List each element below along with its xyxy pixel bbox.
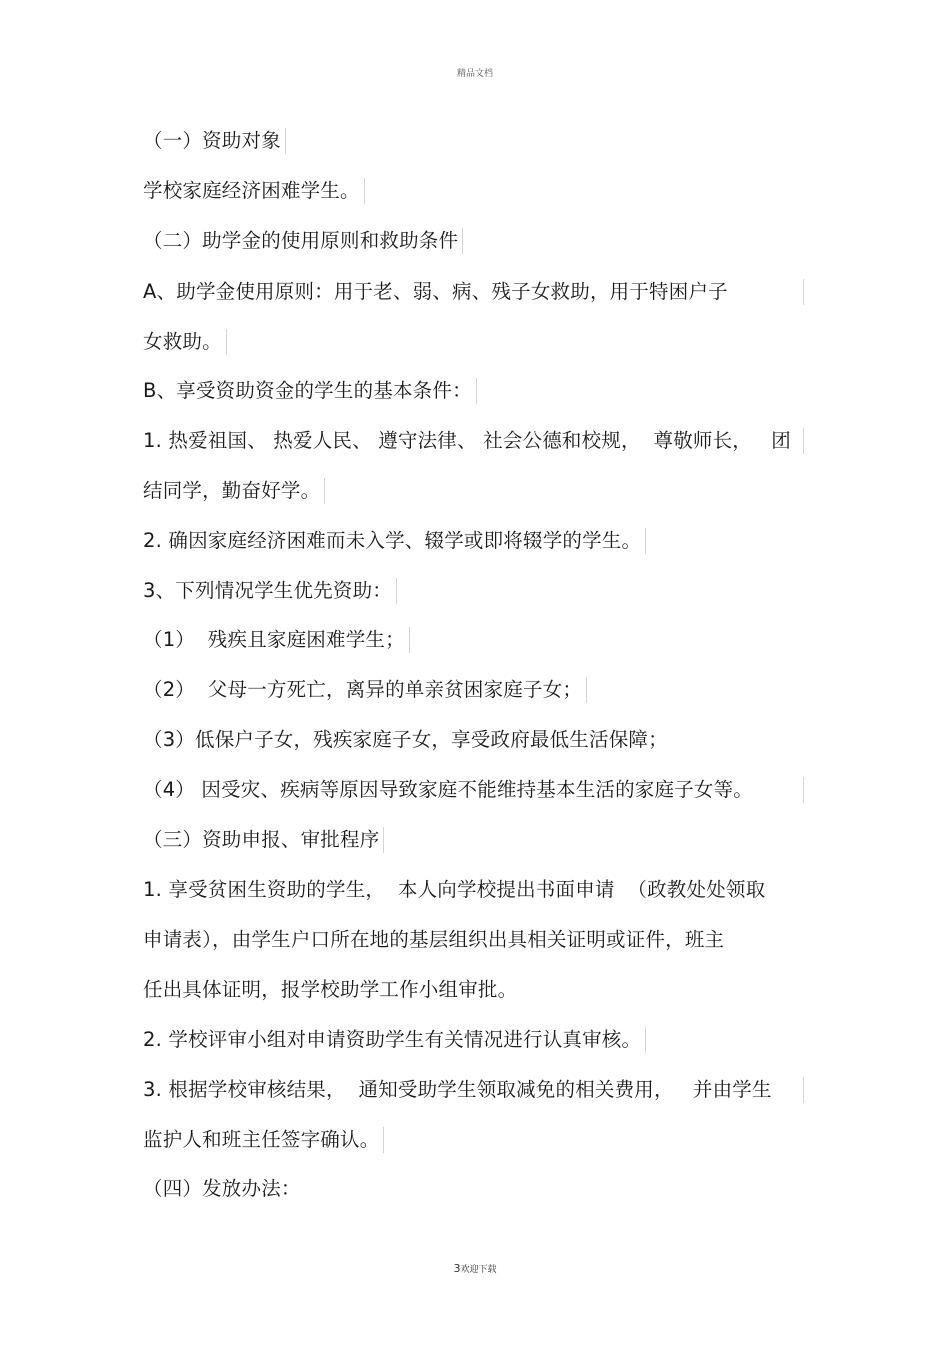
- paragraph-line: A、助学金使用原则：用于老、弱、病、残子女救助，用于特困户子: [143, 279, 804, 305]
- paragraph-line: 1. 享受贫困生资助的学生， 本人向学校提出书面申请 （政教处处领取: [143, 878, 766, 901]
- list-item: （3）低保户子女，残疾家庭子女，享受政府最低生活保障；: [143, 728, 668, 751]
- paragraph-line: 3. 根据学校审核结果， 通知受助学生领取减免的相关费用， 并由学生: [143, 1077, 804, 1103]
- paragraph-line: 监护人和班主任签字确认。: [143, 1127, 384, 1153]
- paragraph-line: 2. 学校评审小组对申请资助学生有关情况进行认真审核。: [143, 1027, 646, 1053]
- section-heading-4: （四）发放办法：: [143, 1177, 301, 1200]
- paragraph-line: 1. 热爱祖国、 热爱人民、 遵守法律、 社会公德和校规， 尊敬师长， 团: [143, 428, 804, 454]
- paragraph-line: 申请表），由学生户口所在地的基层组织出具相关证明或证件，班主: [143, 928, 725, 951]
- paragraph-line: 结同学，勤奋好学。: [143, 478, 325, 504]
- section-heading-3: （三）资助申报、审批程序: [143, 827, 384, 853]
- footer-text: 欢迎下载: [460, 1265, 497, 1275]
- list-item: （2） 父母一方死亡，离异的单亲贫困家庭子女；: [143, 677, 587, 703]
- section-heading-2: （二）助学金的使用原则和救助条件: [143, 228, 463, 254]
- section-heading-1: （一）资助对象: [143, 128, 286, 154]
- paragraph-line: B、享受资助资金的学生的基本条件：: [143, 378, 477, 404]
- paragraph-line: 女救助。: [143, 329, 227, 355]
- list-item: （1） 残疾且家庭困难学生；: [143, 627, 410, 653]
- paragraph-line: 2. 确因家庭经济困难而未入学、辍学或即将辍学的学生。: [143, 528, 646, 554]
- paragraph-line: 学校家庭经济困难学生。: [143, 178, 365, 204]
- paragraph-line: 任出具体证明，报学校助学工作小组审批。: [143, 978, 518, 1001]
- page-header: 精品文档: [456, 69, 493, 79]
- page-footer: [0, 1262, 950, 1275]
- paragraph-line: 3、下列情况学生优先资助：: [143, 578, 397, 604]
- page-number: 3: [453, 1262, 461, 1275]
- list-item: （4） 因受灾、疾病等原因导致家庭不能维持基本生活的家庭子女等。: [143, 777, 804, 803]
